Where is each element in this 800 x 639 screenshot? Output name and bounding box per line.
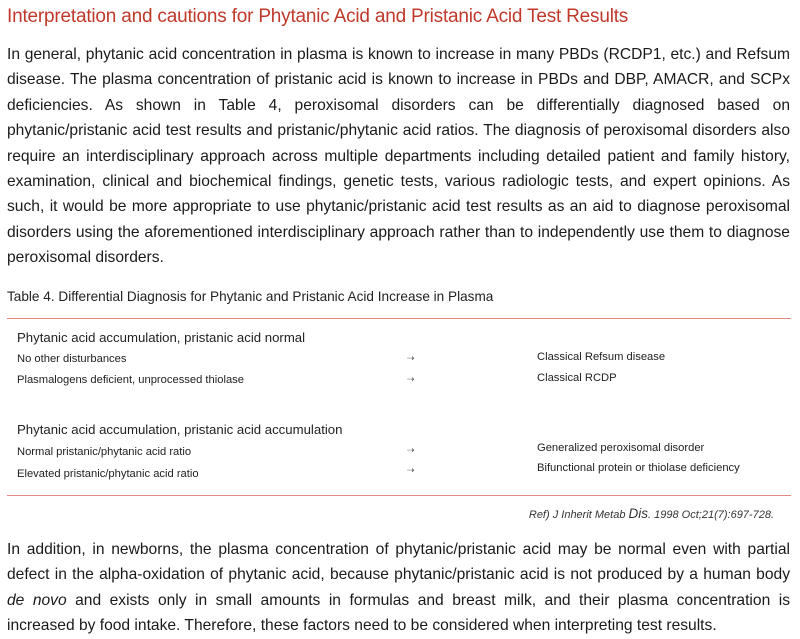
- reference-journal-abbrev: Dis: [628, 506, 649, 521]
- table-row-diagnosis: Classical RCDP: [537, 372, 617, 384]
- table-row-diagnosis: Classical Refsum disease: [537, 351, 666, 363]
- arrow-right-icon: ⇢: [407, 374, 415, 384]
- paragraph-text: and exists only in small amounts in formulas and breast milk, and their plasma concentration is increased by food intake. Therefore, these factors need to be considered when interpreting test results.: [7, 591, 790, 635]
- arrow-right-icon: ⇢: [407, 445, 415, 455]
- paragraph-text: In addition, in newborns, the plasma concentration of phytanic/pristanic acid may be normal even with partial defect in the alpha-oxidation of phytanic acid, because phytanic/pristanic acid is not produced by a human body: [7, 541, 790, 584]
- reference-suffix: . 1998 Oct;21(7):697-728.: [648, 509, 774, 521]
- arrow-right-icon: ⇢: [407, 353, 415, 363]
- table-row-condition: Plasmalogens deficient, unprocessed thiolase: [17, 374, 244, 386]
- group-heading: Phytanic acid accumulation, pristanic acid accumulation: [17, 422, 343, 437]
- table-row-condition: Normal pristanic/phytanic acid ratio: [17, 446, 192, 458]
- table-row-diagnosis: Bifunctional protein or thiolase deficiency: [537, 462, 740, 474]
- table-row-condition: No other disturbances: [17, 353, 127, 365]
- table-bottom-rule: [7, 495, 791, 496]
- italic-term: de novo: [7, 591, 67, 609]
- reference-prefix: Ref) J Inherit Metab: [528, 509, 629, 521]
- intro-paragraph: In general, phytanic acid concentration in plasma is known to increase in many PBDs (RCDP1, etc.) and Refsum disease. The plasma concentration of pristanic acid is known to increase in PBDs and DBP, AMACR, and SCPx deficiencies. As shown in Table 4, peroxisomal disorders can be differentially diagnosed based on phytanic/pristanic acid test results and pristanic/phytanic acid ratios. The diagnosis of peroxisomal disorders also require an interdisciplinary approach across multiple departments including detailed patient and family history, examination, clinical and biochemical findings, genetic tests, various radiologic tests, and expert opinions. As such, it would be more appropriate to use phytanic/pristanic acid test results as an aid to diagnose peroxisomal disorders using the aforementioned interdisciplinary approach rather than to independently use them to diagnose peroxisomal disorders.: [7, 46, 790, 267]
- section-title: Interpretation and cautions for Phytanic Acid and Pristanic Acid Test Results: [7, 6, 629, 27]
- table-caption: Table 4. Differential Diagnosis for Phytanic and Pristanic Acid Increase in Plasma: [7, 289, 494, 304]
- newborn-paragraph: [7, 537, 790, 639]
- table-top-rule: [7, 318, 791, 319]
- table-reference: [529, 506, 774, 521]
- group-heading: Phytanic acid accumulation, pristanic acid normal: [17, 330, 306, 345]
- arrow-right-icon: ⇢: [407, 465, 415, 475]
- table-row-diagnosis: Generalized peroxisomal disorder: [537, 442, 705, 454]
- table-row-condition: Elevated pristanic/phytanic acid ratio: [17, 468, 199, 480]
